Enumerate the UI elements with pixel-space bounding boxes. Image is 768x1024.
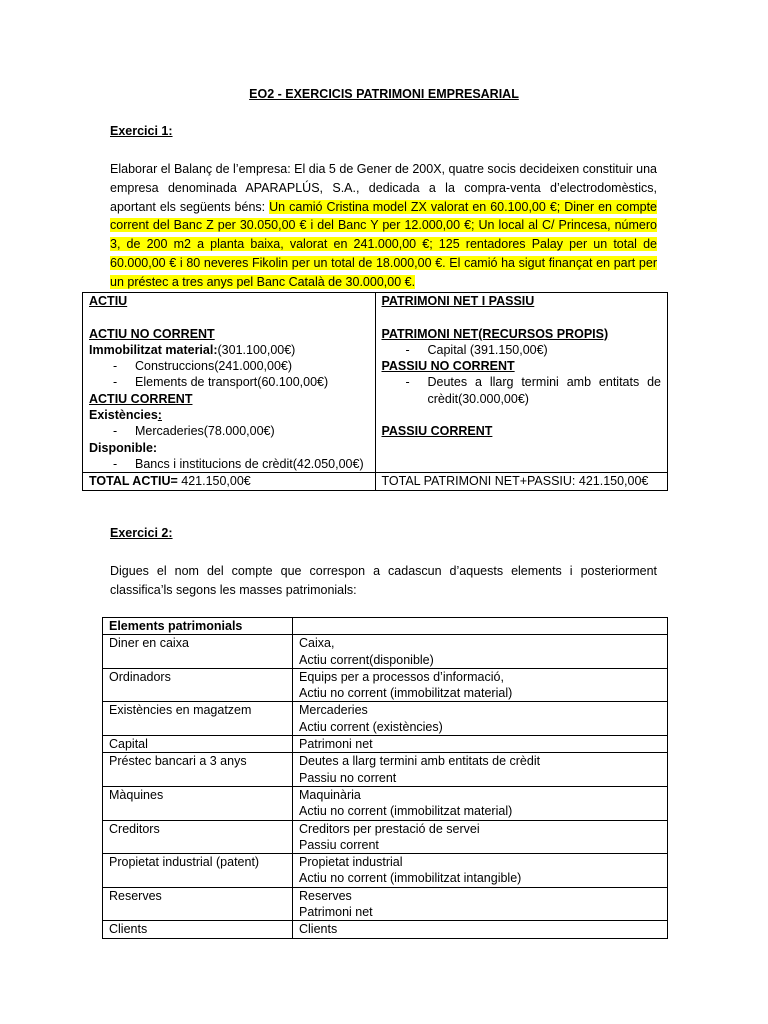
pn-header: PATRIMONI NET I PASSIU <box>381 294 535 308</box>
account-mass: Passiu no corrent <box>299 770 397 785</box>
element-name: Creditors <box>103 820 293 854</box>
table-row <box>103 887 668 921</box>
account-classification <box>293 887 668 921</box>
table-row <box>103 820 668 854</box>
actiu-cell <box>83 293 376 473</box>
passiu-no-corrent: PASSIU NO CORRENT <box>381 359 515 374</box>
element-name: Clients <box>103 921 293 938</box>
element-name: Existències en magatzem <box>103 702 293 736</box>
account-mass: Actiu corrent(disponible) <box>299 652 434 667</box>
account-name: Propietat industrial <box>299 855 403 870</box>
deutes: - Deutes a llarg termini amb entitats de crèdit(30.000,00€) <box>382 374 662 407</box>
construccions: - Construccions(241.000,00€) <box>89 358 369 374</box>
account-name: Creditors per prestació de servei <box>299 821 480 836</box>
account-name: Maquinària <box>299 787 361 802</box>
element-name: Màquines <box>103 786 293 820</box>
table-row <box>103 786 668 820</box>
element-name: Diner en caixa <box>103 635 293 669</box>
account-mass: Actiu no corrent (immobilitzat intangible) <box>299 871 522 886</box>
elements-header-row <box>103 618 668 635</box>
passiu-corrent: PASSIU CORRENT <box>381 424 493 439</box>
capital: - Capital (391.150,00€) <box>382 342 662 358</box>
elements-table <box>102 617 668 939</box>
account-mass: Actiu no corrent (immobilitzat material) <box>299 804 513 819</box>
exercise1-text-plain: Elaborar el Balanç de l’empresa: El dia 5 de Gener de 200X, quatre socis decideixen constituir una empresa denominada APARAPLÚS, S.A., dedicada a la compra-venta d’electrodomèstics, aportant els següents béns: <box>110 162 657 214</box>
account-classification <box>293 702 668 736</box>
elements-header: Elements patrimonials <box>103 618 293 635</box>
total-pn: TOTAL PATRIMONI NET+PASSIU: 421.150,00€ <box>375 473 668 490</box>
disponible-label: Disponible: <box>89 440 158 455</box>
actiu-header: ACTIU <box>89 294 128 308</box>
element-name: Capital <box>103 736 293 753</box>
exercise1-heading: Exercici 1: <box>110 124 173 138</box>
table-row <box>103 921 668 938</box>
patrimoni-cell <box>375 293 668 473</box>
element-name: Ordinadors <box>103 668 293 702</box>
pn-recursos: PATRIMONI NET(RECURSOS PROPIS) <box>381 326 609 341</box>
exercise1-text <box>110 160 657 292</box>
account-mass: Patrimoni net <box>299 905 373 920</box>
immobilitzat-material: Immobilitzat material:(301.100,00€) <box>89 342 296 357</box>
element-name: Préstec bancari a 3 anys <box>103 753 293 787</box>
bancs: - Bancs i institucions de crèdit(42.050,00€) <box>89 456 369 472</box>
account-name: Deutes a llarg termini amb entitats de crèdit <box>299 754 541 769</box>
balance-body-row <box>83 293 668 473</box>
account-classification <box>293 736 668 753</box>
actiu-corrent: ACTIU CORRENT <box>89 391 193 406</box>
total-actiu: TOTAL ACTIU= 421.150,00€ <box>83 473 376 490</box>
account-classification <box>293 668 668 702</box>
table-row <box>103 753 668 787</box>
account-classification <box>293 820 668 854</box>
table-row <box>103 635 668 669</box>
account-classification <box>293 786 668 820</box>
balance-total-row <box>83 473 668 490</box>
element-name: Reserves <box>103 887 293 921</box>
account-name: Mercaderies <box>299 703 368 718</box>
element-name: Propietat industrial (patent) <box>103 854 293 888</box>
account-classification <box>293 635 668 669</box>
account-name: Clients <box>299 922 338 937</box>
existencies-label: Existències: <box>89 408 162 423</box>
exercise2-heading: Exercici 2: <box>110 526 173 540</box>
table-row <box>103 668 668 702</box>
account-mass: Passiu corrent <box>299 837 379 852</box>
account-classification <box>293 854 668 888</box>
account-name: Reserves <box>299 888 352 903</box>
mercaderies: - Mercaderies(78.000,00€) <box>89 423 369 439</box>
elements-transport: - Elements de transport(60.100,00€) <box>89 374 369 390</box>
account-mass: Actiu no corrent (immobilitzat material) <box>299 686 513 701</box>
elements-header-empty <box>293 618 668 635</box>
exercise1-text-highlight: Un camió Cristina model ZX valorat en 60.100,00 €; Diner en compte corrent del Banc Z per 30.050,00 € i del Banc Y per 12.000,00 €; Un local al C/ Princesa, número 3, de 200 m2 a planta baixa, valorat en 241.000,00 €; 125 rentadores Palay per un total de 60.000,00 € i 80 neveres Fikolin per un total de 18.000,00 €. El camió ha sigut finançat en part per un préstec a tres anys pel Banc Català de 30.000,00 €. <box>110 199 657 289</box>
balance-table <box>82 292 668 491</box>
document-title: EO2 - EXERCICIS PATRIMONI EMPRESARIAL <box>249 87 519 101</box>
account-name: Caixa, <box>299 636 335 651</box>
account-mass: Actiu corrent (existències) <box>299 719 443 734</box>
account-classification <box>293 753 668 787</box>
table-row <box>103 736 668 753</box>
exercise2-text: Digues el nom del compte que correspon a cadascun d’aquests elements i posteriorment classifica’ls segons les masses patrimonials: <box>110 564 657 597</box>
actiu-no-corrent: ACTIU NO CORRENT <box>89 326 215 341</box>
account-classification <box>293 921 668 938</box>
account-name: Equips per a processos d’informació, <box>299 669 504 684</box>
account-name: Patrimoni net <box>299 737 373 752</box>
table-row <box>103 702 668 736</box>
table-row <box>103 854 668 888</box>
